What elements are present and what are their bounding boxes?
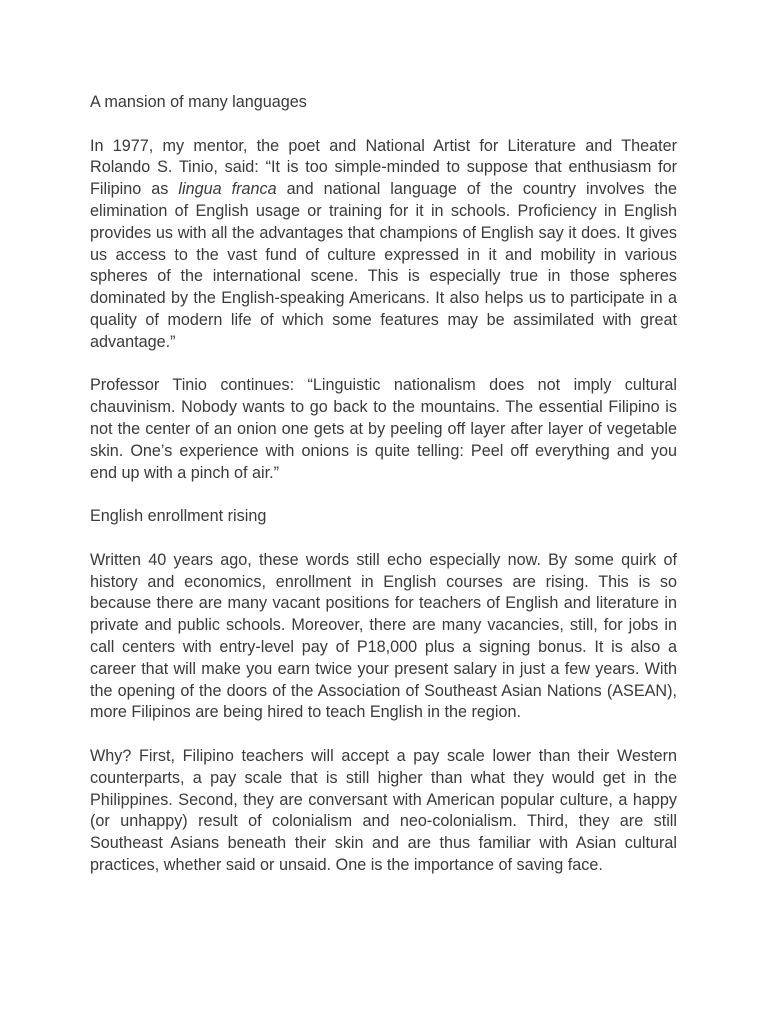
paragraph-2: Professor Tinio continues: “Linguistic nationalism does not imply cultural chauvinism. Nobody wants to go back to the mountains. The essential Filipino is not the center of an onion one gets at by peeling off layer after layer of vegetable skin. One’s experience with onions is quite telling: Peel off everything and you end up with a pinch of air.” — [90, 376, 677, 482]
paragraph-1-italic-term: lingua franca — [178, 180, 277, 199]
paragraph-1-text-end: and national language of the country involves the elimination of English usage or training for it in schools. Proficiency in English provides us with all the advantages that champions of English say it does. It gives us access to the vast fund of culture expressed in it and mobility in various spheres of the international scene. This is especially true in those spheres dominated by the English-speaking Americans. It also helps us to participate in a quality of modern life of which some features may be assimilated with great advantage.” — [90, 180, 677, 351]
section-subheading: English enrollment rising — [90, 507, 267, 526]
document-title: A mansion of many languages — [90, 93, 307, 111]
paragraph-1 — [90, 136, 677, 354]
document-page — [90, 92, 677, 898]
paragraph-4: Why? First, Filipino teachers will accept a pay scale lower than their Western counterparts, a pay scale that is still higher than what they would get in the Philippines. Second, they are conversant with American popular culture, a happy (or unhappy) result of colonialism and neo-colonialism. Third, they are still Southeast Asians beneath their skin and are thus familiar with Asian cultural practices, whether said or unsaid. One is the importance of saving face. — [90, 746, 677, 874]
paragraph-1-text-start: In 1977, my mentor, the poet and National Artist for Literature and Theater Rolando S. Tinio, said: “It is too simple-minded to suppose that enthusiasm for Filipino as — [90, 136, 677, 199]
paragraph-3: Written 40 years ago, these words still echo especially now. By some quirk of history and economics, enrollment in English courses are rising. This is so because there are many vacant positions for teachers of English and literature in private and public schools. Moreover, there are many vacancies, still, for jobs in call centers with entry-level pay of P18,000 plus a signing bonus. It is also a career that will make you earn twice your present salary in just a few years. With the opening of the doors of the Association of Southeast Asian Nations (ASEAN), more Filipinos are being hired to teach English in the region. — [90, 550, 677, 722]
